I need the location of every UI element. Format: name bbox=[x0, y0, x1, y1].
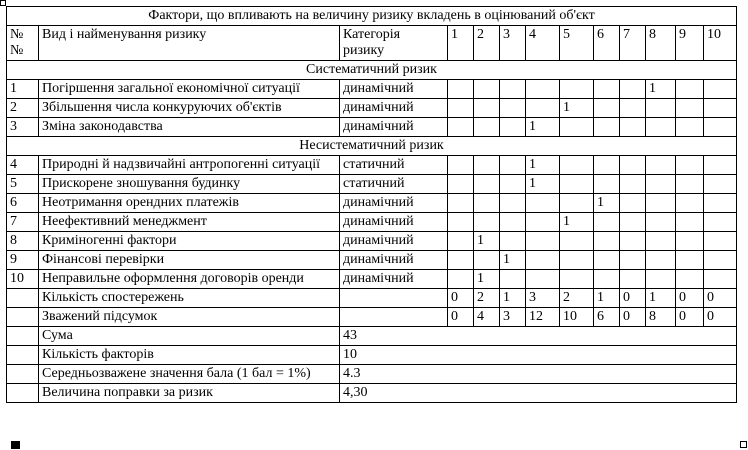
score-mark-4 bbox=[526, 99, 560, 118]
score-mark-3 bbox=[500, 270, 526, 289]
risk-name: Природні й надзвичайні антропогенні ситуації bbox=[39, 156, 340, 175]
score-mark-4: 1 bbox=[526, 175, 560, 194]
score-mark-10 bbox=[704, 251, 737, 270]
score-mark-9 bbox=[676, 251, 704, 270]
observations-value-9: 0 bbox=[676, 289, 704, 308]
empty-cell bbox=[7, 346, 39, 365]
score-mark-4 bbox=[526, 251, 560, 270]
score-mark-5: 1 bbox=[560, 213, 594, 232]
summary-row bbox=[7, 346, 737, 365]
summary-label: Кількість факторів bbox=[39, 346, 340, 365]
table-header-row bbox=[7, 26, 737, 61]
weighted-value-6: 6 bbox=[594, 308, 620, 327]
summary-label: Сума bbox=[39, 327, 340, 346]
score-mark-1 bbox=[448, 80, 474, 99]
section-header-row bbox=[7, 61, 737, 80]
score-mark-5: 1 bbox=[560, 99, 594, 118]
score-mark-9 bbox=[676, 194, 704, 213]
score-mark-5 bbox=[560, 175, 594, 194]
score-mark-5 bbox=[560, 251, 594, 270]
weighted-value-5: 10 bbox=[560, 308, 594, 327]
score-mark-10 bbox=[704, 270, 737, 289]
score-mark-2: 1 bbox=[474, 232, 500, 251]
score-mark-10 bbox=[704, 80, 737, 99]
risk-category: динамічний bbox=[340, 194, 448, 213]
risk-name: Неправильне оформлення договорів оренди bbox=[39, 270, 340, 289]
score-mark-6 bbox=[594, 156, 620, 175]
observations-value-4: 3 bbox=[526, 289, 560, 308]
score-mark-3 bbox=[500, 194, 526, 213]
risk-row bbox=[7, 251, 737, 270]
score-mark-4 bbox=[526, 194, 560, 213]
score-mark-3: 1 bbox=[500, 251, 526, 270]
score-mark-3 bbox=[500, 80, 526, 99]
score-mark-8 bbox=[646, 156, 676, 175]
score-mark-9 bbox=[676, 270, 704, 289]
score-mark-3 bbox=[500, 156, 526, 175]
summary-value: 4,30 bbox=[340, 384, 737, 403]
score-mark-1 bbox=[448, 213, 474, 232]
weighted-value-2: 4 bbox=[474, 308, 500, 327]
score-mark-2 bbox=[474, 118, 500, 137]
summary-row bbox=[7, 384, 737, 403]
observations-value-5: 2 bbox=[560, 289, 594, 308]
score-mark-3 bbox=[500, 213, 526, 232]
score-mark-1 bbox=[448, 194, 474, 213]
risk-category: статичний bbox=[340, 156, 448, 175]
score-mark-8 bbox=[646, 270, 676, 289]
risk-category: динамічний bbox=[340, 213, 448, 232]
score-mark-7 bbox=[620, 99, 646, 118]
end-of-cell-mark bbox=[11, 441, 20, 449]
risk-number: 3 bbox=[7, 118, 39, 137]
risk-category: динамічний bbox=[340, 118, 448, 137]
score-mark-1 bbox=[448, 232, 474, 251]
score-mark-2 bbox=[474, 99, 500, 118]
risk-category: динамічний bbox=[340, 251, 448, 270]
score-mark-8 bbox=[646, 251, 676, 270]
score-mark-5 bbox=[560, 118, 594, 137]
score-mark-8 bbox=[646, 213, 676, 232]
section-label: Несистематичний ризик bbox=[7, 137, 737, 156]
score-mark-9 bbox=[676, 175, 704, 194]
score-mark-5 bbox=[560, 232, 594, 251]
score-mark-5 bbox=[560, 80, 594, 99]
risk-number: 6 bbox=[7, 194, 39, 213]
risk-name: Неотримання орендних платежів bbox=[39, 194, 340, 213]
risk-number: 1 bbox=[7, 80, 39, 99]
header-score-4: 4 bbox=[526, 26, 560, 61]
risk-row bbox=[7, 175, 737, 194]
summary-row bbox=[7, 365, 737, 384]
score-mark-6 bbox=[594, 270, 620, 289]
score-mark-10 bbox=[704, 232, 737, 251]
risk-number: 4 bbox=[7, 156, 39, 175]
score-mark-7 bbox=[620, 270, 646, 289]
score-mark-6 bbox=[594, 213, 620, 232]
score-mark-1 bbox=[448, 156, 474, 175]
risk-row bbox=[7, 118, 737, 137]
risk-name: Погіршення загальної економічної ситуації bbox=[39, 80, 340, 99]
score-mark-9 bbox=[676, 213, 704, 232]
score-mark-5 bbox=[560, 156, 594, 175]
risk-name: Неефективний менеджмент bbox=[39, 213, 340, 232]
header-score-3: 3 bbox=[500, 26, 526, 61]
observations-value-6: 1 bbox=[594, 289, 620, 308]
score-mark-5 bbox=[560, 194, 594, 213]
summary-value: 43 bbox=[340, 327, 737, 346]
score-mark-9 bbox=[676, 118, 704, 137]
weighted-value-1: 0 bbox=[448, 308, 474, 327]
risk-row bbox=[7, 213, 737, 232]
risk-row bbox=[7, 270, 737, 289]
document-body bbox=[6, 6, 737, 403]
score-mark-10 bbox=[704, 156, 737, 175]
empty-cell bbox=[7, 289, 39, 308]
risk-number: 9 bbox=[7, 251, 39, 270]
score-mark-2 bbox=[474, 156, 500, 175]
table-title: Фактори, що впливають на величину ризику вкладень в оцінюваний об'єкт bbox=[7, 7, 737, 26]
score-mark-10 bbox=[704, 194, 737, 213]
score-mark-3 bbox=[500, 118, 526, 137]
score-mark-2 bbox=[474, 251, 500, 270]
empty-cell bbox=[340, 308, 448, 327]
score-mark-7 bbox=[620, 175, 646, 194]
score-mark-2 bbox=[474, 194, 500, 213]
score-mark-7 bbox=[620, 156, 646, 175]
score-mark-6: 1 bbox=[594, 194, 620, 213]
score-mark-1 bbox=[448, 270, 474, 289]
score-mark-2 bbox=[474, 80, 500, 99]
risk-row bbox=[7, 80, 737, 99]
header-score-2: 2 bbox=[474, 26, 500, 61]
risk-name: Прискорене зношування будинку bbox=[39, 175, 340, 194]
risk-row bbox=[7, 156, 737, 175]
summary-row bbox=[7, 327, 737, 346]
score-mark-8: 1 bbox=[646, 80, 676, 99]
header-score-5: 5 bbox=[560, 26, 594, 61]
score-mark-8 bbox=[646, 99, 676, 118]
score-mark-9 bbox=[676, 99, 704, 118]
score-mark-2 bbox=[474, 213, 500, 232]
empty-cell bbox=[7, 327, 39, 346]
score-mark-10 bbox=[704, 99, 737, 118]
score-mark-4 bbox=[526, 80, 560, 99]
score-mark-10 bbox=[704, 213, 737, 232]
risk-number: 7 bbox=[7, 213, 39, 232]
empty-cell bbox=[7, 384, 39, 403]
summary-label: Середньозважене значення бала (1 бал = 1%) bbox=[39, 365, 340, 384]
header-score-9: 9 bbox=[676, 26, 704, 61]
score-mark-7 bbox=[620, 118, 646, 137]
header-score-1: 1 bbox=[448, 26, 474, 61]
risk-number: 2 bbox=[7, 99, 39, 118]
score-mark-7 bbox=[620, 80, 646, 99]
observations-label: Кількість спостережень bbox=[39, 289, 340, 308]
score-mark-4 bbox=[526, 213, 560, 232]
score-mark-8 bbox=[646, 118, 676, 137]
score-mark-6 bbox=[594, 80, 620, 99]
score-mark-7 bbox=[620, 232, 646, 251]
score-mark-1 bbox=[448, 99, 474, 118]
observations-value-2: 2 bbox=[474, 289, 500, 308]
weighted-value-4: 12 bbox=[526, 308, 560, 327]
header-score-8: 8 bbox=[646, 26, 676, 61]
empty-cell bbox=[340, 289, 448, 308]
section-label: Систематичний ризик bbox=[7, 61, 737, 80]
header-score-6: 6 bbox=[594, 26, 620, 61]
observations-value-7: 0 bbox=[620, 289, 646, 308]
header-risk-name: Вид і найменування ризику bbox=[39, 26, 340, 61]
risk-row bbox=[7, 99, 737, 118]
risk-category: динамічний bbox=[340, 80, 448, 99]
score-mark-9 bbox=[676, 232, 704, 251]
weighted-value-3: 3 bbox=[500, 308, 526, 327]
empty-cell bbox=[7, 308, 39, 327]
empty-cell bbox=[7, 365, 39, 384]
observations-row bbox=[7, 289, 737, 308]
score-mark-1 bbox=[448, 175, 474, 194]
score-mark-4: 1 bbox=[526, 118, 560, 137]
score-mark-6 bbox=[594, 99, 620, 118]
score-mark-2 bbox=[474, 175, 500, 194]
weighted-value-8: 8 bbox=[646, 308, 676, 327]
score-mark-6 bbox=[594, 175, 620, 194]
risk-row bbox=[7, 194, 737, 213]
risk-category: динамічний bbox=[340, 232, 448, 251]
risk-number: 8 bbox=[7, 232, 39, 251]
score-mark-1 bbox=[448, 251, 474, 270]
score-mark-8 bbox=[646, 175, 676, 194]
score-mark-7 bbox=[620, 213, 646, 232]
summary-value: 10 bbox=[340, 346, 737, 365]
weighted-value-9: 0 bbox=[676, 308, 704, 327]
summary-label: Величина поправки за ризик bbox=[39, 384, 340, 403]
risk-category: динамічний bbox=[340, 270, 448, 289]
weighted-value-7: 0 bbox=[620, 308, 646, 327]
observations-value-8: 1 bbox=[646, 289, 676, 308]
score-mark-7 bbox=[620, 194, 646, 213]
score-mark-5 bbox=[560, 270, 594, 289]
risk-category: статичний bbox=[340, 175, 448, 194]
weighted-label: Зважений підсумок bbox=[39, 308, 340, 327]
score-mark-4 bbox=[526, 232, 560, 251]
score-mark-3 bbox=[500, 99, 526, 118]
score-mark-8 bbox=[646, 194, 676, 213]
weighted-total-row bbox=[7, 308, 737, 327]
score-mark-6 bbox=[594, 251, 620, 270]
score-mark-10 bbox=[704, 175, 737, 194]
table-title-row bbox=[7, 7, 737, 26]
score-mark-6 bbox=[594, 232, 620, 251]
risk-name: Фінансові перевірки bbox=[39, 251, 340, 270]
observations-value-1: 0 bbox=[448, 289, 474, 308]
summary-value: 4.3 bbox=[340, 365, 737, 384]
risk-number: 5 bbox=[7, 175, 39, 194]
score-mark-1 bbox=[448, 118, 474, 137]
score-mark-6 bbox=[594, 118, 620, 137]
risk-number: 10 bbox=[7, 270, 39, 289]
weighted-value-10: 0 bbox=[704, 308, 737, 327]
score-mark-4 bbox=[526, 270, 560, 289]
risk-row bbox=[7, 232, 737, 251]
risk-name: Зміна законодавства bbox=[39, 118, 340, 137]
risk-name: Збільшення числа конкуруючих об'єктів bbox=[39, 99, 340, 118]
risk-factors-table bbox=[6, 6, 737, 403]
observations-value-10: 0 bbox=[704, 289, 737, 308]
score-mark-3 bbox=[500, 232, 526, 251]
score-mark-8 bbox=[646, 232, 676, 251]
header-score-10: 10 bbox=[704, 26, 737, 61]
risk-category: динамічний bbox=[340, 99, 448, 118]
risk-name: Криміногенні фактори bbox=[39, 232, 340, 251]
score-mark-2: 1 bbox=[474, 270, 500, 289]
header-number: № № bbox=[7, 26, 39, 61]
header-score-7: 7 bbox=[620, 26, 646, 61]
score-mark-4: 1 bbox=[526, 156, 560, 175]
score-mark-7 bbox=[620, 251, 646, 270]
score-mark-10 bbox=[704, 118, 737, 137]
table-resize-handle[interactable] bbox=[740, 441, 747, 448]
section-header-row bbox=[7, 137, 737, 156]
score-mark-9 bbox=[676, 80, 704, 99]
header-category: Категорія ризику bbox=[340, 26, 448, 61]
observations-value-3: 1 bbox=[500, 289, 526, 308]
score-mark-9 bbox=[676, 156, 704, 175]
score-mark-3 bbox=[500, 175, 526, 194]
